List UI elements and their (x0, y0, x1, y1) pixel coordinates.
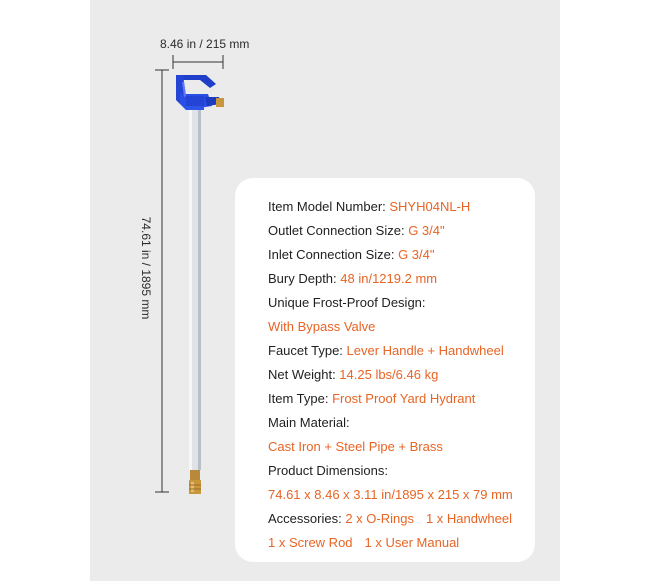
spec-value: 48 in/1219.2 mm (340, 271, 438, 286)
accessory-handwheel: 1 x Handwheel (425, 511, 512, 526)
spec-material-value (268, 438, 443, 456)
spec-value: Frost Proof Yard Hydrant (332, 391, 476, 406)
spec-outlet (268, 222, 445, 240)
spec-value: Lever Handle + Handwheel (346, 343, 504, 358)
spec-label: Inlet Connection Size: (268, 247, 399, 262)
spec-net-weight (268, 366, 438, 384)
spec-label: Unique Frost-Proof Design: (268, 295, 426, 310)
spec-bypass (268, 318, 375, 336)
spec-value: With Bypass Valve (268, 319, 376, 334)
spec-label: Bury Depth: (268, 271, 341, 286)
spec-dimensions (268, 462, 388, 480)
spec-material (268, 414, 350, 432)
spec-card (235, 178, 535, 562)
spec-label: Faucet Type: (268, 343, 347, 358)
spec-value: 14.25 lbs/6.46 kg (339, 367, 439, 382)
spec-inlet (268, 246, 435, 264)
steel-pipe (189, 108, 201, 470)
hydrant-head (176, 75, 224, 110)
spec-label: Item Model Number: (268, 199, 390, 214)
spec-accessories-more (268, 534, 459, 552)
width-dimension-label: 8.46 in / 215 mm (160, 37, 250, 51)
spec-label: Net Weight: (268, 367, 340, 382)
spec-value: Cast Iron + Steel Pipe + Brass (268, 439, 443, 454)
spec-bury-depth (268, 270, 437, 288)
spec-label: Main Material: (268, 415, 350, 430)
spec-label: Outlet Connection Size: (268, 223, 409, 238)
spec-value: 74.61 x 8.46 x 3.11 in/1895 x 215 x 79 mm (268, 487, 513, 502)
accessories-label: Accessories: (268, 511, 346, 526)
brass-inlet (189, 470, 201, 494)
spec-value: G 3/4" (398, 247, 435, 262)
height-dimension-label: 74.61 in / 1895 mm (139, 216, 153, 320)
spec-model (268, 198, 470, 216)
spec-item-type (268, 390, 475, 408)
spec-label: Product Dimensions: (268, 463, 388, 478)
width-dimension-line (173, 55, 223, 69)
spec-label: Item Type: (268, 391, 333, 406)
spec-faucet-type (268, 342, 504, 360)
accessory-user-manual: 1 x User Manual (364, 535, 460, 550)
spec-accessories (268, 510, 512, 528)
spec-frost-design (268, 294, 426, 312)
accessory-screw-rod: 1 x Screw Rod (268, 535, 353, 550)
spec-dimensions-value (268, 486, 513, 504)
height-dimension-line (155, 70, 169, 492)
spec-value: G 3/4" (408, 223, 445, 238)
spec-value: SHYH04NL-H (389, 199, 471, 214)
accessory-o-rings: 2 x O-Rings (345, 511, 414, 526)
